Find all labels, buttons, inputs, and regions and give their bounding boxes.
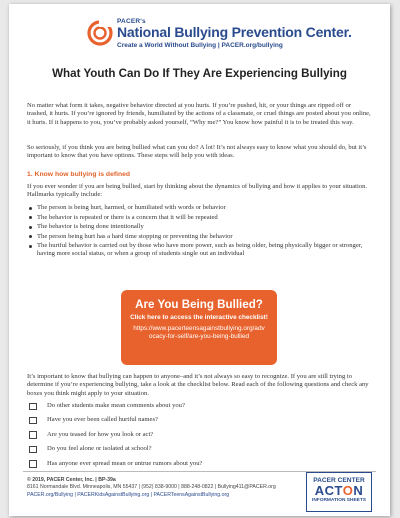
section-heading: 1. Know how bullying is defined	[27, 171, 131, 178]
list-item: The person is being hurt, harmed, or humiliated with words or behavior	[27, 204, 372, 212]
checklist	[27, 402, 372, 468]
list-item: The behavior is being done intentionally	[27, 223, 372, 231]
badge-main-part: N	[353, 483, 364, 498]
section-text: If you ever wonder if you are being bullied, start by thinking about the dynamics of bullying and how it applies to your situation. Hallmarks typically include:	[27, 183, 368, 199]
list-item: The hurtful behavior is carried out by those who have more power, such as being older, being physically bigger or stronger, having more social status, or when a group of students single out an individual	[27, 242, 372, 258]
footer	[27, 477, 297, 499]
checklist-item[interactable]	[27, 445, 372, 453]
checkbox[interactable]	[29, 403, 37, 411]
document-page	[9, 4, 390, 516]
checklist-item[interactable]	[27, 460, 372, 468]
checklist-item-label: Are you teased for how you look or act?	[47, 430, 154, 438]
callout-url[interactable]: https://www.pacerteensagainstbullying.org/advocacy-for-self/are-you-being-bullied	[133, 325, 265, 340]
checklist-intro: It’s important to know that bullying can happen to anyone–and it’s not always so easy to recognize. If you are still trying to determine if you’re experiencing bullying, take a look at the checklist below. Read each of the following questions and check any boxes you think might apply to your situation.	[27, 373, 369, 397]
checklist-item-label: Has anyone ever spread mean or untrue rumors about you?	[47, 459, 203, 467]
footer-links[interactable]: PACER.org/Bullying | PACERKidsAgainstBullying.org | PACERTeensAgainstBullying.org	[27, 491, 230, 498]
pacer-logo-icon	[87, 20, 113, 46]
hallmarks-list-container	[27, 204, 372, 260]
list-item: The person being hurt has a hard time stopping or preventing the behavior	[27, 233, 372, 241]
badge-top-text: PACER CENTER	[313, 477, 365, 484]
org-small-name: PACER's	[117, 18, 146, 25]
checkbox[interactable]	[29, 446, 37, 454]
badge-main-text	[307, 484, 371, 497]
checklist-callout-button[interactable]	[121, 290, 277, 365]
checklist-item[interactable]	[27, 402, 372, 410]
checklist-container	[27, 402, 372, 474]
list-item: The behavior is repeated or there is a concern that it will be repeated	[27, 214, 372, 222]
badge-subtitle: INFORMATION SHEETS	[311, 498, 366, 503]
intro-paragraph-2: So seriously, if you think you are being bullied what can you do? A lot! It’s not always easy to know what you should do, but it’s important to know that you have options. These steps will help you with ideas.	[27, 144, 367, 160]
badge-main-o: O	[342, 483, 354, 498]
checklist-item-label: Do other students make mean comments about you?	[47, 402, 185, 409]
hallmarks-list	[27, 204, 372, 259]
footer-copyright: © 2019, PACER Center, Inc. | BP-39a	[27, 477, 116, 483]
checkbox[interactable]	[29, 460, 37, 468]
checkbox[interactable]	[29, 431, 37, 439]
footer-address: 8161 Normandale Blvd. Minneapolis, MN 55437 | (952) 838-9000 | 888-248-0822 | Bullying411@PACER.org	[27, 484, 276, 491]
callout-title: Are You Being Bullied?	[135, 298, 263, 311]
action-sheet-badge	[306, 472, 372, 512]
checklist-item-label: Do you feel alone or isolated at school?	[47, 445, 152, 453]
badge-main-part: ACT	[314, 483, 343, 498]
callout-link[interactable]: Click here to access the interactive checklist!	[130, 314, 268, 321]
checklist-item-label: Have you ever been called hurtful names?	[47, 416, 158, 424]
intro-paragraph-1: No matter what form it takes, negative behavior directed at you hurts. If you’re pushed, hit, or your things are ripped off or trashed, it hurts. If you’re ignored by friends, humiliated by the actions of a classmate, or cruel things are posted about you online, it hurts. If it happens to you, you’ve probably asked yourself, “Why me?” You know how painful it is to be treated this way.	[27, 102, 371, 126]
checkbox[interactable]	[29, 417, 37, 425]
org-tagline: Create a World Without Bullying | PACER.org/bullying	[117, 42, 283, 49]
checklist-item[interactable]	[27, 416, 372, 424]
org-name: National Bullying Prevention Center.	[117, 24, 352, 40]
checklist-item[interactable]	[27, 431, 372, 439]
page-title: What Youth Can Do If They Are Experiencing Bullying	[52, 67, 347, 80]
